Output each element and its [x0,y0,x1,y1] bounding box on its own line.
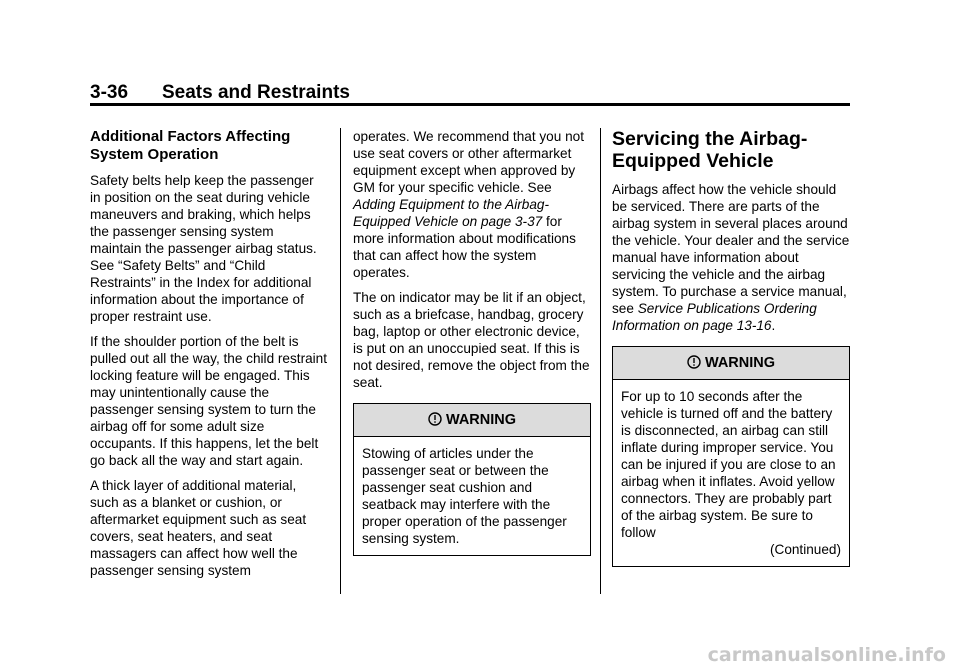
warning-header [354,404,590,437]
warning-title: WARNING [445,411,517,428]
paragraph: If the shoulder portion of the belt is pulled out all the way, the child restraint locking feature will be engaged. This may unintentionally cause the passenger sensing system to turn the airbag off for some adult size occupants. If this happens, let the belt go back all the way and start again. [90,334,328,468]
column-divider-1 [340,128,341,594]
paragraph: The on indicator may be lit if an object, such as a briefcase, handbag, grocery bag, laptop or other electronic device, is put on an unoccupied seat. If this is not desired, remove the object from the seat. [353,290,590,390]
column-1 [90,128,328,587]
page-header [90,82,850,104]
page-number: 3-36 [90,82,129,103]
continued-label: (Continued) [769,542,841,557]
section-heading: Servicing the Airbag-Equipped Vehicle [612,128,808,172]
section-title: Seats and Restraints [162,82,350,103]
warning-icon [687,355,701,369]
column-2 [353,128,591,556]
warning-title: WARNING [704,354,776,371]
paragraph: Airbags affect how the vehicle should be serviced. There are parts of the airbag system in several places around the vehicle. Your dealer and the service manual have information about servicing the vehicle and the airbag system. To purchase a service manual, see Service Publications Ordering Information on page 13-16. [612,182,850,333]
paragraph: operates. We recommend that you not use seat covers or other aftermarket equipment except when approved by GM for your specific vehicle. See Adding Equipment to the Airbag-Equipped Vehicle on page 3-37 for more information about modifications that can affect how the system operates. [353,129,584,280]
warning-text: Stowing of articles under the passenger seat or between the passenger seat cushion and seatback may interfere with the proper operation of the passenger sensing system. [362,446,567,546]
subsection-heading: Additional Factors Affecting System Operation [90,128,291,163]
paragraph: Safety belts help keep the passenger in position on the seat during vehicle maneuvers and braking, which helps the passenger sensing system maintain the passenger airbag status. See “Safety Belts” and “Child Restraints” in the Index for additional information about the importance of proper restraint use. [90,173,317,324]
header-rule [90,103,850,106]
warning-box [612,346,850,567]
warning-header [613,347,849,380]
cross-reference-link[interactable]: Service Publications Ordering Information on page 13-16 [612,301,817,333]
column-divider-2 [600,128,601,594]
warning-body [613,380,849,566]
warning-icon [428,412,442,426]
column-3 [612,128,850,567]
paragraph: A thick layer of additional material, such as a blanket or cushion, or aftermarket equipment such as seat covers, seat heaters, and seat massagers can affect how well the passenger sensing system [90,478,307,578]
warning-text: For up to 10 seconds after the vehicle is turned off and the battery is disconnected, an airbag can still inflate during improper service. You can be injured if you are close to an airbag when it inflates. Avoid yellow connectors. They are probably part of the airbag system. Be sure to follow [621,389,836,540]
warning-box [353,403,591,556]
watermark: carmanualsonline.info [707,644,946,666]
cross-reference-link[interactable]: Adding Equipment to the Airbag-Equipped Vehicle on page 3-37 [353,197,549,229]
